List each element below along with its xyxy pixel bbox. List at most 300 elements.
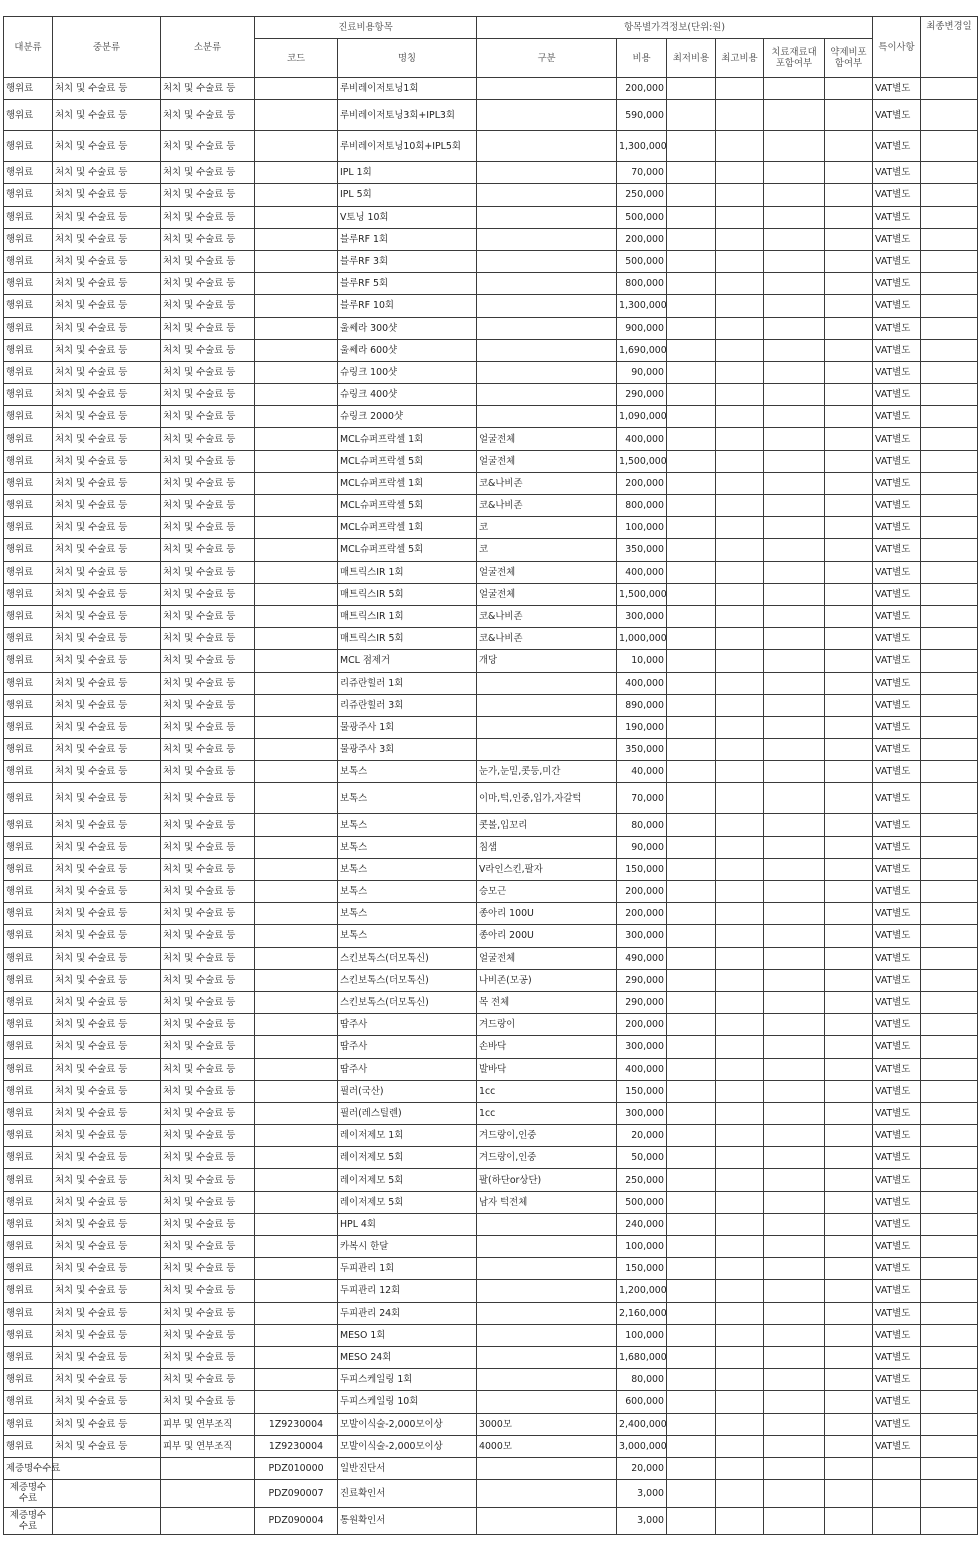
cell-drug: [825, 1191, 873, 1213]
cell-min-cost: [667, 1125, 716, 1147]
cell-mid-category: 처치 및 수술료 등: [53, 783, 161, 814]
cell-big-category: 행위료: [4, 858, 53, 880]
cell-max-cost: [716, 1169, 764, 1191]
cell-drug: [825, 131, 873, 162]
cell-small-category: [161, 1507, 255, 1535]
cell-note: VAT별도: [873, 1435, 921, 1457]
cell-min-cost: [667, 1280, 716, 1302]
cell-max-cost: [716, 947, 764, 969]
cell-big-category: 행위료: [4, 472, 53, 494]
cell-drug: [825, 1369, 873, 1391]
cell-last-changed: [921, 1169, 978, 1191]
cell-material: [764, 716, 825, 738]
cell-max-cost: [716, 450, 764, 472]
cell-mid-category: 처치 및 수술료 등: [53, 650, 161, 672]
cell-min-cost: [667, 339, 716, 361]
table-row: [4, 339, 978, 361]
table-row: [4, 1080, 978, 1102]
cell-mid-category: 처치 및 수술료 등: [53, 969, 161, 991]
cell-division: [477, 406, 617, 428]
cell-material: [764, 495, 825, 517]
cell-min-cost: [667, 1457, 716, 1479]
cell-min-cost: [667, 1369, 716, 1391]
cell-min-cost: [667, 1507, 716, 1535]
cell-max-cost: [716, 1346, 764, 1368]
cell-drug: [825, 1036, 873, 1058]
cell-drug: [825, 1435, 873, 1457]
header-last-changed: 최종변경일: [921, 17, 978, 78]
cell-division: 승모근: [477, 881, 617, 903]
cell-cost: 20,000: [617, 1457, 667, 1479]
cell-name: 레이저제모 5회: [338, 1169, 477, 1191]
cell-mid-category: 처치 및 수술료 등: [53, 1258, 161, 1280]
cell-code: [255, 1169, 338, 1191]
cell-mid-category: [53, 1480, 161, 1508]
cell-note: VAT별도: [873, 317, 921, 339]
cell-small-category: 처치 및 수술료 등: [161, 1258, 255, 1280]
cell-min-cost: [667, 1169, 716, 1191]
cell-big-category: 행위료: [4, 694, 53, 716]
cell-last-changed: [921, 162, 978, 184]
cell-note: VAT별도: [873, 1169, 921, 1191]
cell-max-cost: [716, 1213, 764, 1235]
table-row: [4, 694, 978, 716]
cell-min-cost: [667, 100, 716, 131]
cell-small-category: 처치 및 수술료 등: [161, 273, 255, 295]
cell-drug: [825, 495, 873, 517]
cell-last-changed: [921, 1346, 978, 1368]
cell-drug: [825, 317, 873, 339]
cell-name: 슈링크 100샷: [338, 361, 477, 383]
cell-last-changed: [921, 1480, 978, 1508]
cell-cost: 300,000: [617, 1102, 667, 1124]
cell-division: 얼굴전체: [477, 583, 617, 605]
cell-big-category: 행위료: [4, 361, 53, 383]
cell-min-cost: [667, 428, 716, 450]
cell-name: 블루RF 3회: [338, 250, 477, 272]
cell-big-category: 행위료: [4, 228, 53, 250]
cell-mid-category: 처치 및 수술료 등: [53, 628, 161, 650]
cell-min-cost: [667, 1435, 716, 1457]
cell-note: VAT별도: [873, 250, 921, 272]
cell-name: 블루RF 5회: [338, 273, 477, 295]
table-row: [4, 184, 978, 206]
cell-code: [255, 1080, 338, 1102]
cell-last-changed: [921, 450, 978, 472]
cell-division: [477, 131, 617, 162]
cell-small-category: 처치 및 수술료 등: [161, 1213, 255, 1235]
cell-mid-category: 처치 및 수술료 등: [53, 761, 161, 783]
cell-code: [255, 761, 338, 783]
cell-small-category: 피부 및 연부조직: [161, 1435, 255, 1457]
cell-small-category: 처치 및 수술료 등: [161, 428, 255, 450]
cell-max-cost: [716, 317, 764, 339]
cell-cost: 800,000: [617, 495, 667, 517]
cell-max-cost: [716, 1014, 764, 1036]
cell-max-cost: [716, 1036, 764, 1058]
cell-last-changed: [921, 206, 978, 228]
cell-min-cost: [667, 1036, 716, 1058]
cell-name: 울쎄라 600샷: [338, 339, 477, 361]
cell-mid-category: 처치 및 수술료 등: [53, 250, 161, 272]
cell-code: [255, 406, 338, 428]
cell-max-cost: [716, 406, 764, 428]
cell-mid-category: 처치 및 수술료 등: [53, 206, 161, 228]
cell-small-category: 처치 및 수술료 등: [161, 739, 255, 761]
cell-max-cost: [716, 650, 764, 672]
cell-max-cost: [716, 1080, 764, 1102]
cell-big-category: 행위료: [4, 1413, 53, 1435]
cell-max-cost: [716, 361, 764, 383]
cell-code: [255, 273, 338, 295]
cell-note: VAT별도: [873, 605, 921, 627]
cell-division: 손바닥: [477, 1036, 617, 1058]
cell-name: 두피관리 12회: [338, 1280, 477, 1302]
cell-code: [255, 925, 338, 947]
cell-last-changed: [921, 1058, 978, 1080]
cell-max-cost: [716, 783, 764, 814]
cell-mid-category: 처치 및 수술료 등: [53, 1413, 161, 1435]
table-row: [4, 836, 978, 858]
cell-material: [764, 1036, 825, 1058]
cell-cost: 10,000: [617, 650, 667, 672]
cell-note: VAT별도: [873, 1213, 921, 1235]
cell-min-cost: [667, 1413, 716, 1435]
cell-material: [764, 228, 825, 250]
cell-max-cost: [716, 1324, 764, 1346]
cell-material: [764, 650, 825, 672]
cell-note: VAT별도: [873, 1036, 921, 1058]
cell-small-category: 처치 및 수술료 등: [161, 1058, 255, 1080]
cell-mid-category: [53, 1507, 161, 1535]
cell-code: [255, 472, 338, 494]
cell-last-changed: [921, 1369, 978, 1391]
cell-name: 땀주사: [338, 1014, 477, 1036]
cell-name: HPL 4회: [338, 1213, 477, 1235]
table-row: [4, 947, 978, 969]
cell-material: [764, 1102, 825, 1124]
cell-note: VAT별도: [873, 925, 921, 947]
table-row: [4, 78, 978, 100]
cell-last-changed: [921, 1125, 978, 1147]
cell-small-category: 처치 및 수술료 등: [161, 339, 255, 361]
table-row: [4, 761, 978, 783]
cell-note: VAT별도: [873, 1258, 921, 1280]
cell-last-changed: [921, 991, 978, 1013]
cell-last-changed: [921, 339, 978, 361]
cell-big-category: 행위료: [4, 78, 53, 100]
cell-small-category: 처치 및 수술료 등: [161, 814, 255, 836]
cell-cost: 250,000: [617, 1169, 667, 1191]
cell-min-cost: [667, 406, 716, 428]
table-row: [4, 628, 978, 650]
cell-code: [255, 858, 338, 880]
cell-material: [764, 1213, 825, 1235]
cell-min-cost: [667, 206, 716, 228]
cell-big-category: 행위료: [4, 1302, 53, 1324]
cell-max-cost: [716, 495, 764, 517]
cell-division: 얼굴전체: [477, 561, 617, 583]
cell-big-category: 행위료: [4, 250, 53, 272]
cell-small-category: 처치 및 수술료 등: [161, 672, 255, 694]
cell-material: [764, 783, 825, 814]
cell-division: [477, 1280, 617, 1302]
cell-name: 루비레이저토닝1회: [338, 78, 477, 100]
cell-max-cost: [716, 1435, 764, 1457]
cell-note: VAT별도: [873, 716, 921, 738]
cell-note: VAT별도: [873, 472, 921, 494]
cell-note: VAT별도: [873, 761, 921, 783]
cell-big-category: 행위료: [4, 761, 53, 783]
cell-min-cost: [667, 228, 716, 250]
cell-big-category: 행위료: [4, 406, 53, 428]
cell-drug: [825, 1457, 873, 1479]
cell-code: 1Z9230004: [255, 1413, 338, 1435]
cell-mid-category: 처치 및 수술료 등: [53, 694, 161, 716]
cell-max-cost: [716, 131, 764, 162]
cell-name: MCL 점제거: [338, 650, 477, 672]
cell-last-changed: [921, 539, 978, 561]
cell-note: VAT별도: [873, 1346, 921, 1368]
cell-name: 루비레이저토닝3회+IPL3회: [338, 100, 477, 131]
cell-material: [764, 925, 825, 947]
cell-small-category: 처치 및 수술료 등: [161, 783, 255, 814]
cell-division: [477, 1507, 617, 1535]
cell-note: VAT별도: [873, 836, 921, 858]
cell-division: [477, 694, 617, 716]
cell-material: [764, 1302, 825, 1324]
table-row: [4, 517, 978, 539]
cell-note: [873, 1507, 921, 1535]
cell-code: [255, 539, 338, 561]
header-drug: 약제비포 함여부: [825, 39, 873, 78]
cell-big-category: 행위료: [4, 206, 53, 228]
cell-division: [477, 1258, 617, 1280]
cell-note: VAT별도: [873, 406, 921, 428]
cell-code: [255, 628, 338, 650]
cell-last-changed: [921, 273, 978, 295]
cell-cost: 590,000: [617, 100, 667, 131]
cell-note: VAT별도: [873, 273, 921, 295]
cell-material: [764, 814, 825, 836]
cell-last-changed: [921, 1258, 978, 1280]
cell-min-cost: [667, 925, 716, 947]
cell-min-cost: [667, 295, 716, 317]
cell-min-cost: [667, 361, 716, 383]
table-row: [4, 1147, 978, 1169]
cell-division: V라인스킨,팔자: [477, 858, 617, 880]
cell-mid-category: 처치 및 수술료 등: [53, 1014, 161, 1036]
table-row: [4, 361, 978, 383]
cell-small-category: 처치 및 수술료 등: [161, 1102, 255, 1124]
cell-mid-category: 처치 및 수술료 등: [53, 1346, 161, 1368]
cell-material: [764, 1457, 825, 1479]
table-row: [4, 1036, 978, 1058]
cell-drug: [825, 969, 873, 991]
cell-mid-category: 처치 및 수술료 등: [53, 228, 161, 250]
cell-small-category: 처치 및 수술료 등: [161, 694, 255, 716]
cell-code: [255, 1391, 338, 1413]
cell-max-cost: [716, 739, 764, 761]
cell-division: 코: [477, 539, 617, 561]
cell-big-category: 행위료: [4, 184, 53, 206]
cell-big-category: 행위료: [4, 969, 53, 991]
cell-material: [764, 361, 825, 383]
cell-note: VAT별도: [873, 628, 921, 650]
cell-big-category: 행위료: [4, 605, 53, 627]
cell-code: [255, 561, 338, 583]
cell-material: [764, 947, 825, 969]
header-code: 코드: [255, 39, 338, 78]
cell-big-category: 행위료: [4, 672, 53, 694]
cell-big-category: 행위료: [4, 295, 53, 317]
cell-mid-category: 처치 및 수술료 등: [53, 739, 161, 761]
table-row: [4, 672, 978, 694]
cell-name: 스킨보톡스(더모톡신): [338, 947, 477, 969]
cell-code: [255, 339, 338, 361]
cell-division: 코&나비존: [477, 495, 617, 517]
cell-small-category: 피부 및 연부조직: [161, 1413, 255, 1435]
cell-cost: 240,000: [617, 1213, 667, 1235]
cell-division: [477, 162, 617, 184]
cell-cost: 90,000: [617, 361, 667, 383]
cell-cost: 200,000: [617, 472, 667, 494]
cell-big-category: 행위료: [4, 1236, 53, 1258]
cell-division: 종아리 200U: [477, 925, 617, 947]
cell-cost: 200,000: [617, 78, 667, 100]
cell-note: VAT별도: [873, 1413, 921, 1435]
cell-max-cost: [716, 184, 764, 206]
cell-max-cost: [716, 273, 764, 295]
cell-division: [477, 317, 617, 339]
cell-last-changed: [921, 605, 978, 627]
table-row: [4, 1391, 978, 1413]
table-row: [4, 406, 978, 428]
table-row: [4, 1058, 978, 1080]
cell-code: [255, 495, 338, 517]
cell-drug: [825, 1236, 873, 1258]
cell-mid-category: 처치 및 수술료 등: [53, 1435, 161, 1457]
cell-last-changed: [921, 361, 978, 383]
cell-division: [477, 1302, 617, 1324]
cell-cost: 100,000: [617, 1236, 667, 1258]
cell-name: MCL슈퍼프락셀 1회: [338, 472, 477, 494]
cell-drug: [825, 1014, 873, 1036]
cell-max-cost: [716, 78, 764, 100]
cell-last-changed: [921, 672, 978, 694]
cell-note: VAT별도: [873, 1102, 921, 1124]
cell-mid-category: 처치 및 수술료 등: [53, 1147, 161, 1169]
cell-cost: 190,000: [617, 716, 667, 738]
cell-max-cost: [716, 1457, 764, 1479]
cell-division: [477, 184, 617, 206]
cell-small-category: 처치 및 수술료 등: [161, 561, 255, 583]
cell-mid-category: 처치 및 수술료 등: [53, 184, 161, 206]
cell-min-cost: [667, 1191, 716, 1213]
cell-small-category: 처치 및 수술료 등: [161, 605, 255, 627]
cell-cost: 1,000,000: [617, 628, 667, 650]
cell-division: [477, 716, 617, 738]
cell-min-cost: [667, 539, 716, 561]
cell-code: [255, 1102, 338, 1124]
cell-drug: [825, 1480, 873, 1508]
cell-big-category: 행위료: [4, 650, 53, 672]
cell-name: 울쎄라 300샷: [338, 317, 477, 339]
cell-min-cost: [667, 739, 716, 761]
cell-big-category: 제증명수수료: [4, 1457, 53, 1479]
cell-division: 4000모: [477, 1435, 617, 1457]
cell-cost: 1,300,000: [617, 131, 667, 162]
cell-big-category: 행위료: [4, 814, 53, 836]
cell-mid-category: 처치 및 수술료 등: [53, 1369, 161, 1391]
cell-big-category: 행위료: [4, 1391, 53, 1413]
cell-mid-category: 처치 및 수술료 등: [53, 716, 161, 738]
cell-note: VAT별도: [873, 1125, 921, 1147]
cell-note: VAT별도: [873, 991, 921, 1013]
cell-note: VAT별도: [873, 1058, 921, 1080]
cell-last-changed: [921, 739, 978, 761]
cell-last-changed: [921, 1191, 978, 1213]
cell-small-category: 처치 및 수술료 등: [161, 947, 255, 969]
cell-big-category: 제증명수수료: [4, 1507, 53, 1535]
cell-name: 레이저제모 5회: [338, 1191, 477, 1213]
cell-small-category: 처치 및 수술료 등: [161, 1280, 255, 1302]
cell-min-cost: [667, 672, 716, 694]
cell-material: [764, 1191, 825, 1213]
table-row: [4, 858, 978, 880]
cell-small-category: 처치 및 수술료 등: [161, 969, 255, 991]
cell-big-category: 행위료: [4, 836, 53, 858]
cell-last-changed: [921, 131, 978, 162]
cell-drug: [825, 295, 873, 317]
cell-code: [255, 903, 338, 925]
cell-cost: 200,000: [617, 881, 667, 903]
table-row: [4, 716, 978, 738]
cell-small-category: 처치 및 수술료 등: [161, 650, 255, 672]
cell-cost: 300,000: [617, 605, 667, 627]
cell-mid-category: 처치 및 수술료 등: [53, 495, 161, 517]
cell-small-category: 처치 및 수술료 등: [161, 1080, 255, 1102]
table-row: [4, 295, 978, 317]
cell-last-changed: [921, 903, 978, 925]
cell-note: VAT별도: [873, 814, 921, 836]
cell-drug: [825, 539, 873, 561]
cell-max-cost: [716, 925, 764, 947]
cell-drug: [825, 472, 873, 494]
cell-mid-category: 처치 및 수술료 등: [53, 1302, 161, 1324]
table-row: [4, 903, 978, 925]
cell-drug: [825, 991, 873, 1013]
cell-drug: [825, 517, 873, 539]
cell-max-cost: [716, 605, 764, 627]
cell-name: 일반진단서: [338, 1457, 477, 1479]
cell-division: 1cc: [477, 1102, 617, 1124]
cell-last-changed: [921, 495, 978, 517]
cell-big-category: 행위료: [4, 162, 53, 184]
cell-min-cost: [667, 583, 716, 605]
cell-cost: 1,500,000: [617, 583, 667, 605]
cell-material: [764, 250, 825, 272]
cell-big-category: 행위료: [4, 583, 53, 605]
cell-cost: 2,160,000: [617, 1302, 667, 1324]
cell-max-cost: [716, 1147, 764, 1169]
cell-code: [255, 428, 338, 450]
table-row: [4, 495, 978, 517]
cell-drug: [825, 605, 873, 627]
cell-last-changed: [921, 1302, 978, 1324]
cell-big-category: 행위료: [4, 1036, 53, 1058]
cell-material: [764, 605, 825, 627]
